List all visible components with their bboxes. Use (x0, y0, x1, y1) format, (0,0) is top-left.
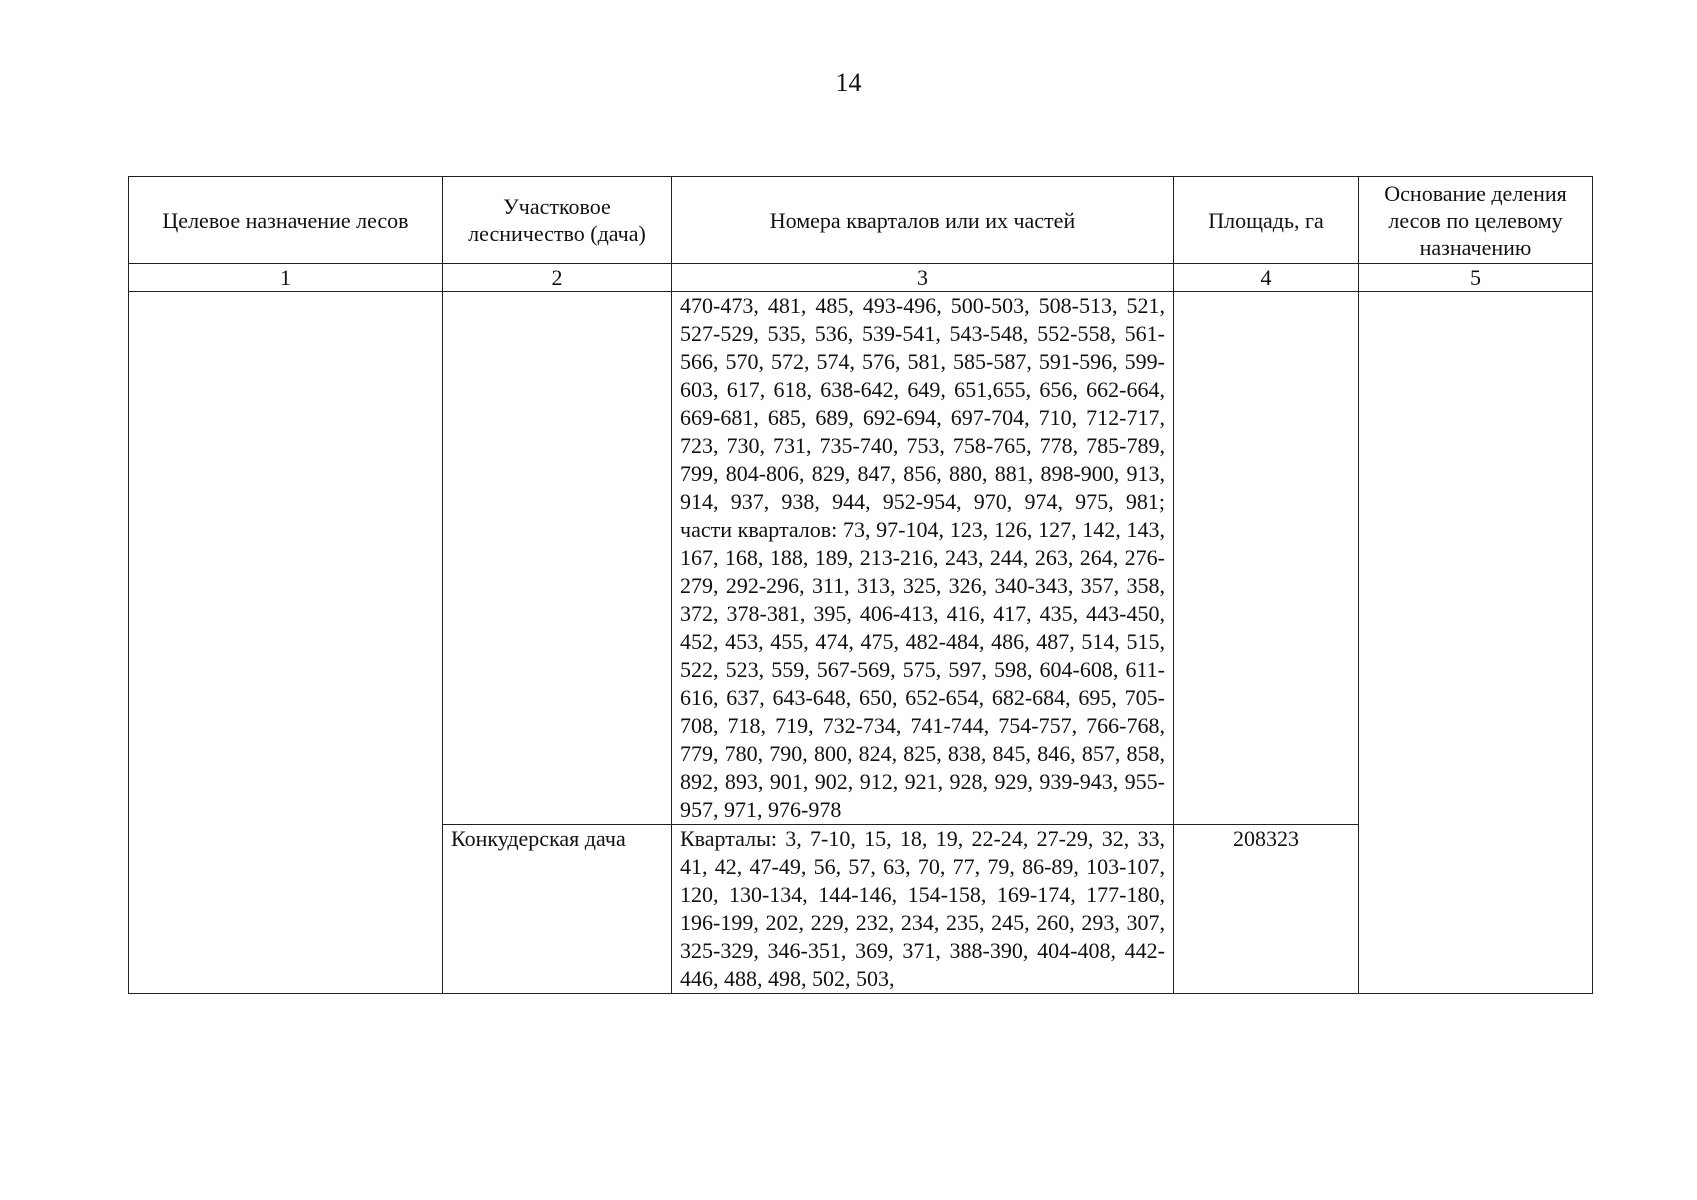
column-number: 3 (672, 264, 1174, 292)
area-cell (1174, 292, 1359, 825)
block-numbers-cell: Кварталы: 3, 7-10, 15, 18, 19, 22-24, 27-29, 32, 33, 41, 42, 47-49, 56, 57, 63, 70, 77, 79, 86-89, 103-107, 120, 130-134, 144-146, 154-158, 169-174, 177-180, 196-199, 202, 229, 232, 234, 235, 245, 260, 293, 307, 325-329, 346-351, 369, 371, 388-390, 404-408, 442-446, 488, 498, 502, 503, (672, 825, 1174, 994)
column-number: 1 (129, 264, 443, 292)
column-number-row (129, 264, 1593, 292)
district-forestry-cell: Конкудерская дача (443, 825, 672, 994)
area-cell: 208323 (1174, 825, 1359, 994)
header-district-forestry: Участковое лесничество (дача) (443, 177, 672, 264)
table-row (129, 292, 1593, 825)
column-number: 4 (1174, 264, 1359, 292)
division-basis-cell (1359, 292, 1593, 994)
forest-purpose-cell (129, 292, 443, 994)
district-forestry-cell (443, 292, 672, 825)
header-block-numbers: Номера кварталов или их частей (672, 177, 1174, 264)
forest-purpose-table (128, 176, 1593, 994)
header-division-basis: Основание деления лесов по целевому назначению (1359, 177, 1593, 264)
header-forest-purpose: Целевое назначение лесов (129, 177, 443, 264)
column-number: 5 (1359, 264, 1593, 292)
header-area: Площадь, га (1174, 177, 1359, 264)
block-numbers-cell: 470-473, 481, 485, 493-496, 500-503, 508-513, 521, 527-529, 535, 536, 539-541, 543-548, 552-558, 561-566, 570, 572, 574, 576, 581, 585-587, 591-596, 599-603, 617, 618, 638-642, 649, 651,655, 656, 662-664, 669-681, 685, 689, 692-694, 697-704, 710, 712-717, 723, 730, 731, 735-740, 753, 758-765, 778, 785-789, 799, 804-806, 829, 847, 856, 880, 881, 898-900, 913, 914, 937, 938, 944, 952-954, 970, 974, 975, 981; части кварталов: 73, 97-104, 123, 126, 127, 142, 143, 167, 168, 188, 189, 213-216, 243, 244, 263, 264, 276-279, 292-296, 311, 313, 325, 326, 340-343, 357, 358, 372, 378-381, 395, 406-413, 416, 417, 435, 443-450, 452, 453, 455, 474, 475, 482-484, 486, 487, 514, 515, 522, 523, 559, 567-569, 575, 597, 598, 604-608, 611-616, 637, 643-648, 650, 652-654, 682-684, 695, 705-708, 718, 719, 732-734, 741-744, 754-757, 766-768, 779, 780, 790, 800, 824, 825, 838, 845, 846, 857, 858, 892, 893, 901, 902, 912, 921, 928, 929, 939-943, 955-957, 971, 976-978 (672, 292, 1174, 825)
column-number: 2 (443, 264, 672, 292)
page-number: 14 (835, 68, 862, 97)
table-header-row (129, 177, 1593, 264)
